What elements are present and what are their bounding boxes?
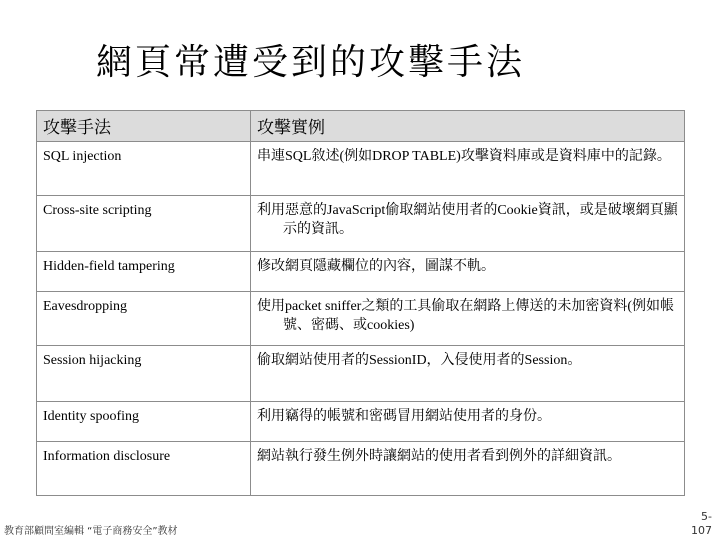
header-example: 攻擊實例 bbox=[251, 111, 685, 142]
method-cell: Information disclosure bbox=[37, 442, 251, 496]
example-text: 使用packet sniffer之類的工具偷取在網路上傳送的未加密資料(例如帳號、密碼、或cookies) bbox=[257, 299, 674, 333]
method-cell: Eavesdropping bbox=[37, 292, 251, 346]
footer-source: 教育部顧問室編輯 “電子商務安全”教材 bbox=[4, 526, 178, 537]
example-text: 網站執行發生例外時讓網站的使用者看到例外的詳細資訊。 bbox=[257, 449, 621, 464]
table-row bbox=[37, 292, 685, 346]
page-prefix: 5- bbox=[701, 510, 712, 523]
table-row bbox=[37, 252, 685, 292]
example-cell bbox=[251, 346, 685, 402]
page-title: 網頁常遭受到的攻擊手法 bbox=[96, 42, 526, 83]
table-row bbox=[37, 402, 685, 442]
example-cell bbox=[251, 252, 685, 292]
page-number-value: 107 bbox=[691, 524, 712, 537]
example-text: 偷取網站使用者的SessionID，入侵使用者的Session。 bbox=[257, 353, 582, 368]
table-row bbox=[37, 196, 685, 252]
example-text: 修改網頁隱藏欄位的內容，圖謀不軌。 bbox=[257, 259, 495, 274]
table-row bbox=[37, 346, 685, 402]
method-cell: SQL injection bbox=[37, 142, 251, 196]
method-cell: Cross-site scripting bbox=[37, 196, 251, 252]
table-row bbox=[37, 142, 685, 196]
example-text: 串連SQL敘述(例如DROP TABLE)攻擊資料庫或是資料庫中的記錄。 bbox=[257, 149, 671, 164]
header-method: 攻擊手法 bbox=[37, 111, 251, 142]
table-header-row bbox=[37, 111, 685, 142]
table-row bbox=[37, 442, 685, 496]
example-cell bbox=[251, 442, 685, 496]
attack-methods-table bbox=[36, 110, 685, 496]
example-cell bbox=[251, 142, 685, 196]
example-cell bbox=[251, 196, 685, 252]
method-cell: Identity spoofing bbox=[37, 402, 251, 442]
example-text: 利用竊得的帳號和密碼冒用網站使用者的身份。 bbox=[257, 409, 551, 424]
example-cell bbox=[251, 402, 685, 442]
page-number bbox=[691, 510, 712, 538]
example-cell bbox=[251, 292, 685, 346]
method-cell: Hidden-field tampering bbox=[37, 252, 251, 292]
example-text: 利用惡意的JavaScript偷取網站使用者的Cookie資訊，或是破壞網頁顯示的資訊。 bbox=[257, 203, 678, 237]
method-cell: Session hijacking bbox=[37, 346, 251, 402]
